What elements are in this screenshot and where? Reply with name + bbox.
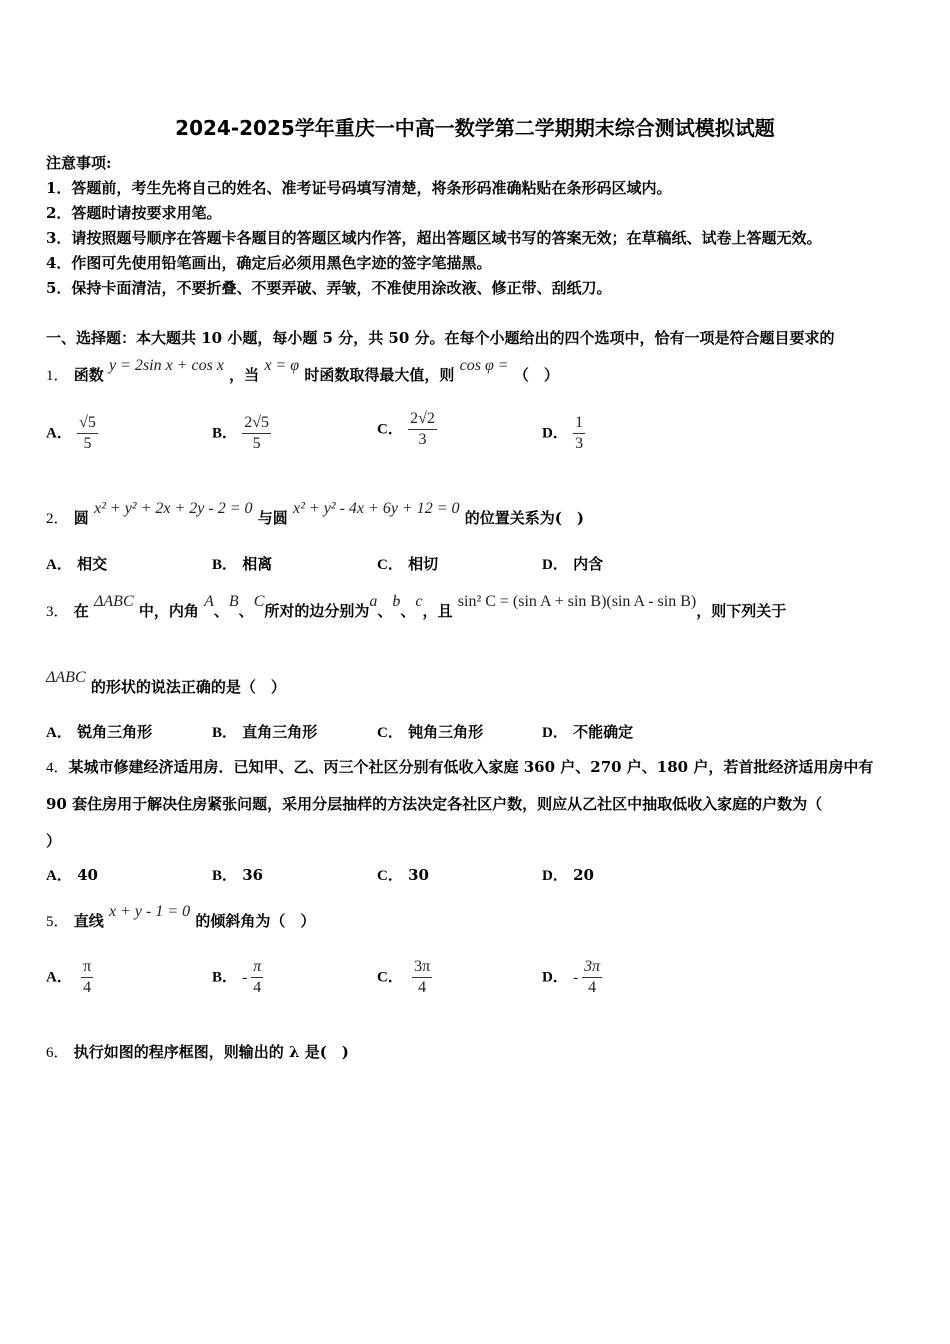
option-c <box>377 721 483 742</box>
formula: a <box>369 593 378 610</box>
formula: A <box>204 593 214 610</box>
numerator: 1 <box>575 414 584 431</box>
question-2 <box>46 500 584 528</box>
option-label: A． <box>46 425 72 442</box>
option-label: C． <box>377 421 403 438</box>
page-title: 2024-2025学年重庆一中高一数学第二学期期末综合测试模拟试题 <box>175 116 775 140</box>
option-text: 内含 <box>573 555 604 573</box>
question-text: 函数 <box>73 366 104 384</box>
question-text: 、 <box>238 602 254 620</box>
option-label: D． <box>542 868 568 884</box>
option-b <box>212 958 263 997</box>
option-text: 相离 <box>242 555 273 573</box>
formula: C <box>253 593 265 610</box>
question-text: 的倾斜角为（ ） <box>195 912 316 930</box>
question-text: ，且 <box>422 602 453 620</box>
fraction <box>242 414 271 453</box>
question-number: 3． <box>46 604 69 620</box>
numerator: 2√5 <box>244 414 270 431</box>
option-d <box>542 414 585 453</box>
question-text: 的位置关系为( ) <box>464 509 584 527</box>
formula: x² + y² - 4x + 6y + 12 = 0 <box>293 500 460 517</box>
question-6 <box>46 1041 349 1062</box>
option-a <box>46 721 152 742</box>
question-1 <box>46 357 559 385</box>
option-c <box>377 958 432 997</box>
option-text: 直角三角形 <box>242 723 318 741</box>
option-text: 相切 <box>408 555 439 573</box>
question-number: 1． <box>46 368 69 384</box>
fraction <box>251 958 263 997</box>
notice-heading: 注意事项: <box>46 154 112 172</box>
negative-sign: - <box>573 969 579 986</box>
denominator: 5 <box>252 435 261 452</box>
numerator: 3π <box>584 958 601 975</box>
negative-sign: - <box>242 969 248 986</box>
question-text: 中，内角 <box>138 602 199 620</box>
option-label: D． <box>542 557 568 573</box>
notice-item: 5．保持卡面清洁，不要折叠、不要弄破、弄皱，不准使用涂改液、修正带、刮纸刀。 <box>46 279 612 297</box>
formula: y = 2sin x + cos x <box>109 357 224 374</box>
option-label: A． <box>46 868 72 884</box>
option-text: 30 <box>408 866 429 884</box>
question-number: 6． <box>46 1045 69 1061</box>
notice-item: 3．请按照题号顺序在答题卡各题目的答题区域内作答，超出答题区域书写的答案无效；在草稿纸、试卷上答题无效。 <box>46 229 822 247</box>
denominator: 4 <box>418 979 427 996</box>
formula: c <box>415 593 423 610</box>
fraction <box>77 414 98 453</box>
formula: ΔABC <box>94 593 134 610</box>
notice-item: 4．作图可先使用铅笔画出，确定后必须用黑色字迹的签字笔描黑。 <box>46 254 492 272</box>
option-label: B． <box>212 969 238 986</box>
option-label: D． <box>542 969 568 986</box>
option-a <box>46 414 98 453</box>
denominator: 4 <box>253 979 262 996</box>
question-5 <box>46 903 316 931</box>
option-text: 不能确定 <box>573 723 634 741</box>
option-d <box>542 864 594 885</box>
section-heading: 一、选择题：本大题共 10 小题，每小题 5 分，共 50 分。在每个小题给出的四个选项中，恰有一项是符合题目要求的 <box>46 329 835 347</box>
question-4 <box>46 756 873 777</box>
option-text: 相交 <box>77 555 108 573</box>
option-label: A． <box>46 557 72 573</box>
option-label: C． <box>377 868 403 884</box>
notice-item: 1．答题前，考生先将自己的姓名、准考证号码填写清楚，将条形码准确粘贴在条形码区域内。 <box>46 179 672 197</box>
question-text: 时函数取得最大值，则 <box>304 366 455 384</box>
option-label: D． <box>542 425 568 442</box>
denominator: 5 <box>83 435 92 452</box>
option-label: A． <box>46 725 72 741</box>
option-label: C． <box>377 557 403 573</box>
question-text: 某城市修建经济适用房．已知甲、乙、丙三个社区分别有低收入家庭 360 户、270 户、180 户，若首批经济适用房中有 <box>68 758 874 776</box>
option-label: B． <box>212 557 238 573</box>
formula: sin² C = (sin A + sin B)(sin A - sin B) <box>457 593 697 610</box>
option-c <box>377 553 438 574</box>
denominator: 3 <box>418 431 427 448</box>
question-text: ，当 <box>229 366 260 384</box>
option-text: 钝角三角形 <box>408 723 484 741</box>
question-number: 5． <box>46 914 69 930</box>
fraction <box>573 414 585 453</box>
option-b <box>212 721 317 742</box>
numerator: 2√2 <box>410 410 435 427</box>
option-d <box>542 553 603 574</box>
question-4-line2: 90 套住房用于解决住房紧张问题，采用分层抽样的方法决定各社区户数，则应从乙社区中抽取低收入家庭的户数为（ <box>46 795 823 813</box>
option-text: 36 <box>242 866 264 884</box>
notice-item: 2．答题时请按要求用笔。 <box>46 204 222 222</box>
formula: b <box>392 593 401 610</box>
question-text: 的形状的说法正确的是（ ） <box>90 678 286 696</box>
question-text: 执行如图的程序框图，则输出的 λ 是( ) <box>73 1043 349 1061</box>
option-a <box>46 864 98 885</box>
question-text: 、 <box>400 602 416 620</box>
question-text: 、 <box>213 602 229 620</box>
option-text: 20 <box>573 866 594 884</box>
option-b <box>212 414 271 453</box>
option-b <box>212 864 263 885</box>
option-label: D． <box>542 725 568 741</box>
numerator: √5 <box>79 414 96 431</box>
question-text: 圆 <box>73 509 89 527</box>
option-b <box>212 553 272 574</box>
question-text: 与圆 <box>257 509 288 527</box>
formula: x = φ <box>264 357 300 374</box>
question-text: 在 <box>73 602 89 620</box>
numerator: π <box>253 958 262 975</box>
formula: x + y - 1 = 0 <box>109 903 191 920</box>
question-text: 所对的边分别为 <box>264 602 370 620</box>
question-3 <box>46 593 787 621</box>
option-a <box>46 553 107 574</box>
question-4-line3: ） <box>46 832 62 850</box>
denominator: 3 <box>575 435 584 452</box>
option-text: 锐角三角形 <box>77 723 153 741</box>
option-text: 40 <box>77 866 98 884</box>
option-d <box>542 721 633 742</box>
option-a <box>46 958 93 997</box>
fraction <box>412 958 432 997</box>
option-label: B． <box>212 868 238 884</box>
formula: x² + y² + 2x + 2y - 2 = 0 <box>94 500 253 517</box>
option-label: B． <box>212 725 238 741</box>
option-label: C． <box>377 725 403 741</box>
question-number: 2． <box>46 511 69 527</box>
fraction <box>582 958 602 997</box>
denominator: 4 <box>588 979 597 996</box>
option-label: C． <box>377 969 403 986</box>
numerator: 3π <box>414 958 431 975</box>
option-c <box>377 864 429 885</box>
question-text: （ ） <box>513 366 559 384</box>
question-text: 直线 <box>73 912 104 930</box>
option-c <box>377 410 437 449</box>
option-d <box>542 958 602 997</box>
fraction <box>408 410 437 449</box>
question-number: 4． <box>46 760 69 776</box>
fraction <box>81 958 93 997</box>
formula: B <box>228 593 239 610</box>
denominator: 4 <box>83 979 92 996</box>
formula: cos φ = <box>459 357 509 374</box>
formula: ΔABC <box>46 669 86 686</box>
option-label: B． <box>212 425 238 442</box>
option-label: A． <box>46 969 72 986</box>
question-3-continued <box>46 669 286 697</box>
question-text: 、 <box>377 602 393 620</box>
question-text: ，则下列关于 <box>696 602 787 620</box>
numerator: π <box>83 958 92 975</box>
